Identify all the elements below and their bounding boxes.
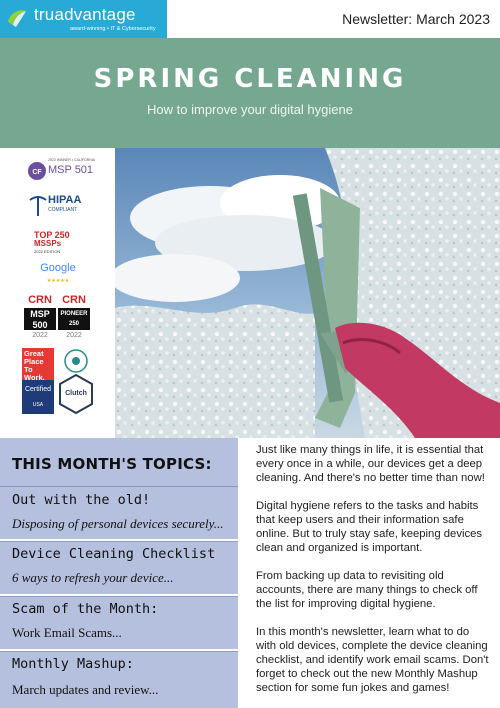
- article-paragraph: Digital hygiene refers to the tasks and habits that keep users and their information safe online. But to truly stay safe, keeping devices clean and organized is important.: [256, 500, 483, 554]
- topics-header: [0, 438, 238, 486]
- company-logo[interactable]: [0, 0, 167, 38]
- svg-text:★★★★★: ★★★★★: [46, 278, 70, 284]
- squeegee-window-illustration: [115, 148, 500, 438]
- badge-crn-msp-500-line3: 2022: [32, 332, 48, 339]
- article-paragraph: From backing up data to revisiting old accounts, there are many things to check off the list for improving digital hygiene.: [256, 570, 478, 610]
- topics-panel: [0, 438, 238, 708]
- intro-article: [256, 443, 492, 708]
- badge-mssp-top-250-line2: MSSPs: [34, 239, 62, 248]
- badge-crn-msp-500-line2: MSP 500: [24, 308, 56, 330]
- topic-subtitle: March updates and review...: [12, 682, 159, 697]
- page-subtitle: How to improve your digital hygiene: [147, 102, 353, 117]
- badge-mssp-top-250: [26, 224, 90, 258]
- badge-mssp-top-250-line3: 2022 EDITION: [34, 249, 61, 254]
- topic-title: Out with the old!: [12, 492, 151, 508]
- topics-list: [0, 486, 238, 708]
- badge-crn-pioneer-250: [58, 290, 90, 342]
- badge-google-line1: Google: [40, 262, 76, 274]
- star-rating-icon: [26, 276, 90, 284]
- logo-tagline: award-winning • IT & Cybersecurity: [70, 26, 156, 32]
- badge-crn-msp-500-line1: CRN: [28, 294, 52, 306]
- article-paragraph: Just like many things in life, it is essential that every once in a while, our devices get a deep cleaning. And there's no better time than now!: [256, 444, 485, 484]
- badge-crn-pioneer-250-line2: PIONEER 250: [58, 308, 90, 330]
- award-badges: [0, 148, 115, 438]
- badge-hipaa-line1: HIPAA: [48, 194, 82, 206]
- logo-swoosh-icon: [6, 7, 28, 29]
- badge-gptw-line2: Certified: [24, 386, 52, 393]
- badge-clutch: [58, 348, 94, 414]
- badge-mssp-top-250-line1: TOP 250: [34, 230, 70, 240]
- badge-gptw-line3: USA: [32, 402, 44, 408]
- article-paragraph: In this month's newsletter, learn what to do with old devices, complete the device cleaning checklist, and identify work email scams. Don't forget to check out the new Monthly Mashup section for some fun jokes and games!: [256, 626, 489, 694]
- page-title: SPRING CLEANING: [93, 64, 407, 94]
- badge-crn-pioneer-250-line3: 2022: [66, 332, 82, 339]
- topic-item-monthly-mashup[interactable]: [0, 651, 238, 708]
- badge-crn-msp-500: [24, 290, 56, 342]
- topic-title: Scam of the Month:: [12, 601, 159, 617]
- header: [0, 0, 500, 38]
- topic-item-scam-of-the-month[interactable]: [0, 596, 238, 649]
- topic-item-device-cleaning-checklist[interactable]: [0, 541, 238, 594]
- topic-subtitle: Disposing of personal devices securely...: [12, 516, 224, 531]
- badge-gptw-line1: Great Place To Work.: [22, 348, 54, 380]
- topics-heading: THIS MONTH'S TOPICS:: [12, 455, 212, 473]
- topic-item-out-with-the-old[interactable]: [0, 486, 238, 539]
- badge-hipaa: [26, 192, 90, 220]
- badge-msp-501-line1: 2022 WINNER • CALIFORNIA: [48, 158, 96, 162]
- topic-subtitle: Work Email Scams...: [12, 625, 122, 640]
- topic-subtitle: 6 ways to refresh your device...: [12, 570, 174, 585]
- badge-great-place-to-work: [22, 348, 54, 414]
- badge-clutch-line1: Clutch: [65, 390, 87, 397]
- badge-crn-pioneer-250-line1: CRN: [62, 294, 86, 306]
- topic-title: Device Cleaning Checklist: [12, 546, 216, 562]
- logo-text: truadvantage: [34, 5, 136, 24]
- newsletter-date: Newsletter: March 2023: [342, 11, 490, 27]
- title-banner: [0, 38, 500, 148]
- svg-text:CF: CF: [32, 169, 42, 176]
- badge-msp-501-line2: MSP 501: [48, 164, 94, 176]
- topic-title: Monthly Mashup:: [12, 656, 134, 672]
- hero-photo-squeegee: [115, 148, 500, 438]
- badge-google: [26, 260, 90, 284]
- laurel-icon: [58, 348, 94, 374]
- badge-hipaa-line2: COMPLIANT: [48, 207, 78, 213]
- badge-msp-501: [26, 156, 96, 186]
